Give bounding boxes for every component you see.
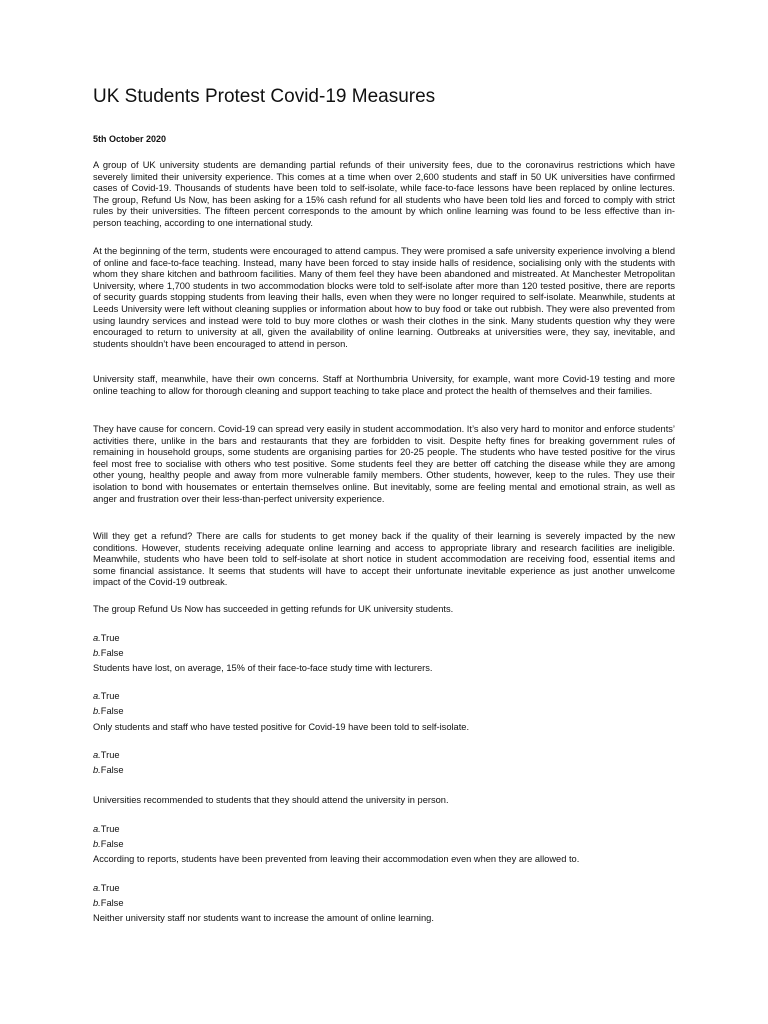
question-4-option-a[interactable] (93, 824, 120, 836)
question-3-option-b[interactable] (93, 765, 124, 777)
option-text: False (100, 706, 124, 716)
option-letter: a. (93, 750, 101, 760)
question-5-option-a[interactable] (93, 883, 120, 895)
option-letter: a. (93, 883, 101, 893)
question-5: According to reports, students have been prevented from leaving their accommodation even when they are allowed to. (93, 854, 580, 864)
question-1-option-b[interactable] (93, 648, 124, 660)
option-letter: b. (93, 898, 101, 908)
option-letter: b. (93, 648, 101, 658)
question-2-option-a[interactable] (93, 691, 120, 703)
option-letter: a. (93, 691, 101, 701)
option-letter: b. (93, 706, 101, 716)
option-letter: b. (93, 765, 101, 775)
question-1-option-a[interactable] (93, 633, 120, 645)
paragraph-3: University staff, meanwhile, have their own concerns. Staff at Northumbria University, for example, want more Covid-19 testing and more online teaching to allow for thorough cleaning and support teaching to take place and protect the health of themselves and their families. (93, 374, 675, 396)
option-letter: a. (93, 633, 101, 643)
paragraph-4: They have cause for concern. Covid-19 can spread very easily in student accommodation. It’s also very hard to monitor and enforce students’ activities there, unlike in the bars and restaurants that they are forbidden to visit. Despite hefty fines for breaking government rules of remaining in household groups, some students are organising parties for 20-25 people. The students who have tested positive for the virus feel most free to socialise with others who test positive. Some students feel they are better off catching the disease while they are among other young, healthy people and away from more vulnerable family members. Other students, however, keep to the rules. They use their isolation to bond with housemates or entertain themselves online. But inevitably, some are feeling mental and emotional strain, as well as anger and frustration over their less-than-perfect university experience. (93, 424, 675, 504)
option-letter: a. (93, 824, 101, 834)
option-text: True (100, 633, 120, 643)
option-letter: b. (93, 839, 101, 849)
paragraph-1: A group of UK university students are demanding partial refunds of their university fees, due to the coronavirus restrictions which have severely limited their university experience. This comes at a time when over 2,600 students and staff in 50 UK universities have confirmed cases of Covid-19. Thousands of students have been told to self-isolate, while face-to-face lessons have been replaced by online lectures. The group, Refund Us Now, has been asking for a 15% cash refund for all students who have been told lies and forced to comply with strict rules by their universities. The fifteen percent corresponds to the amount by which online learning was found to be less effective than in-person teaching, according to one international study. (93, 160, 675, 228)
question-3-option-a[interactable] (93, 750, 120, 762)
question-2: Students have lost, on average, 15% of their face-to-face study time with lecturers. (93, 663, 433, 673)
article-date: 5th October 2020 (93, 134, 167, 144)
question-5-option-b[interactable] (93, 898, 124, 910)
option-text: False (100, 898, 124, 908)
question-4: Universities recommended to students that they should attend the university in person. (93, 795, 449, 805)
question-2-option-b[interactable] (93, 706, 124, 718)
page-title: UK Students Protest Covid-19 Measures (93, 86, 436, 107)
paragraph-2: At the beginning of the term, students were encouraged to attend campus. They were promised a safe university experience involving a blend of online and face-to-face teaching. Instead, many have been forced to stay inside halls of residence, socialising only with the students with whom they share kitchen and bathroom facilities. Many of them feel they have been abandoned and mistreated. At Manchester Metropolitan University, where 1,700 students in two accommodation blocks were told to self-isolate after more than 120 tested positive, there are reports of security guards stopping students from leaving their halls, even when they were no longer required to self-isolate. Meanwhile, students at Leeds University were left without cleaning supplies or information about how to buy food or take out rubbish. They were also prevented from using laundry services and instead were told to buy more clothes or wash their clothes in the sink. Many students question why they were encouraged to return to university at all, given the availability of online learning. Outbreaks at universities were, they say, inevitable, and students shouldn’t have been encouraged to attend in person. (93, 246, 675, 349)
paragraph-5: Will they get a refund? There are calls for students to get money back if the quality of their learning is severely impacted by the new conditions. However, students receiving adequate online learning and access to appropriate library and research facilities are ineligible. Meanwhile, students who have been told to self-isolate at short notice in student accommodation are receiving food, essential items and some financial assistance. It seems that students will have to accept their unfortunate inevitable experience as just another unwelcome impact of the Covid-19 outbreak. (93, 531, 675, 588)
option-text: True (100, 883, 120, 893)
question-3: Only students and staff who have tested positive for Covid-19 have been told to self-isolate. (93, 722, 470, 732)
option-text: True (100, 750, 120, 760)
question-4-option-b[interactable] (93, 839, 124, 851)
option-text: True (100, 824, 120, 834)
question-1: The group Refund Us Now has succeeded in getting refunds for UK university students. (93, 604, 454, 614)
option-text: True (100, 691, 120, 701)
option-text: False (100, 648, 124, 658)
option-text: False (100, 765, 124, 775)
option-text: False (100, 839, 124, 849)
question-6: Neither university staff nor students want to increase the amount of online learning. (93, 913, 434, 923)
